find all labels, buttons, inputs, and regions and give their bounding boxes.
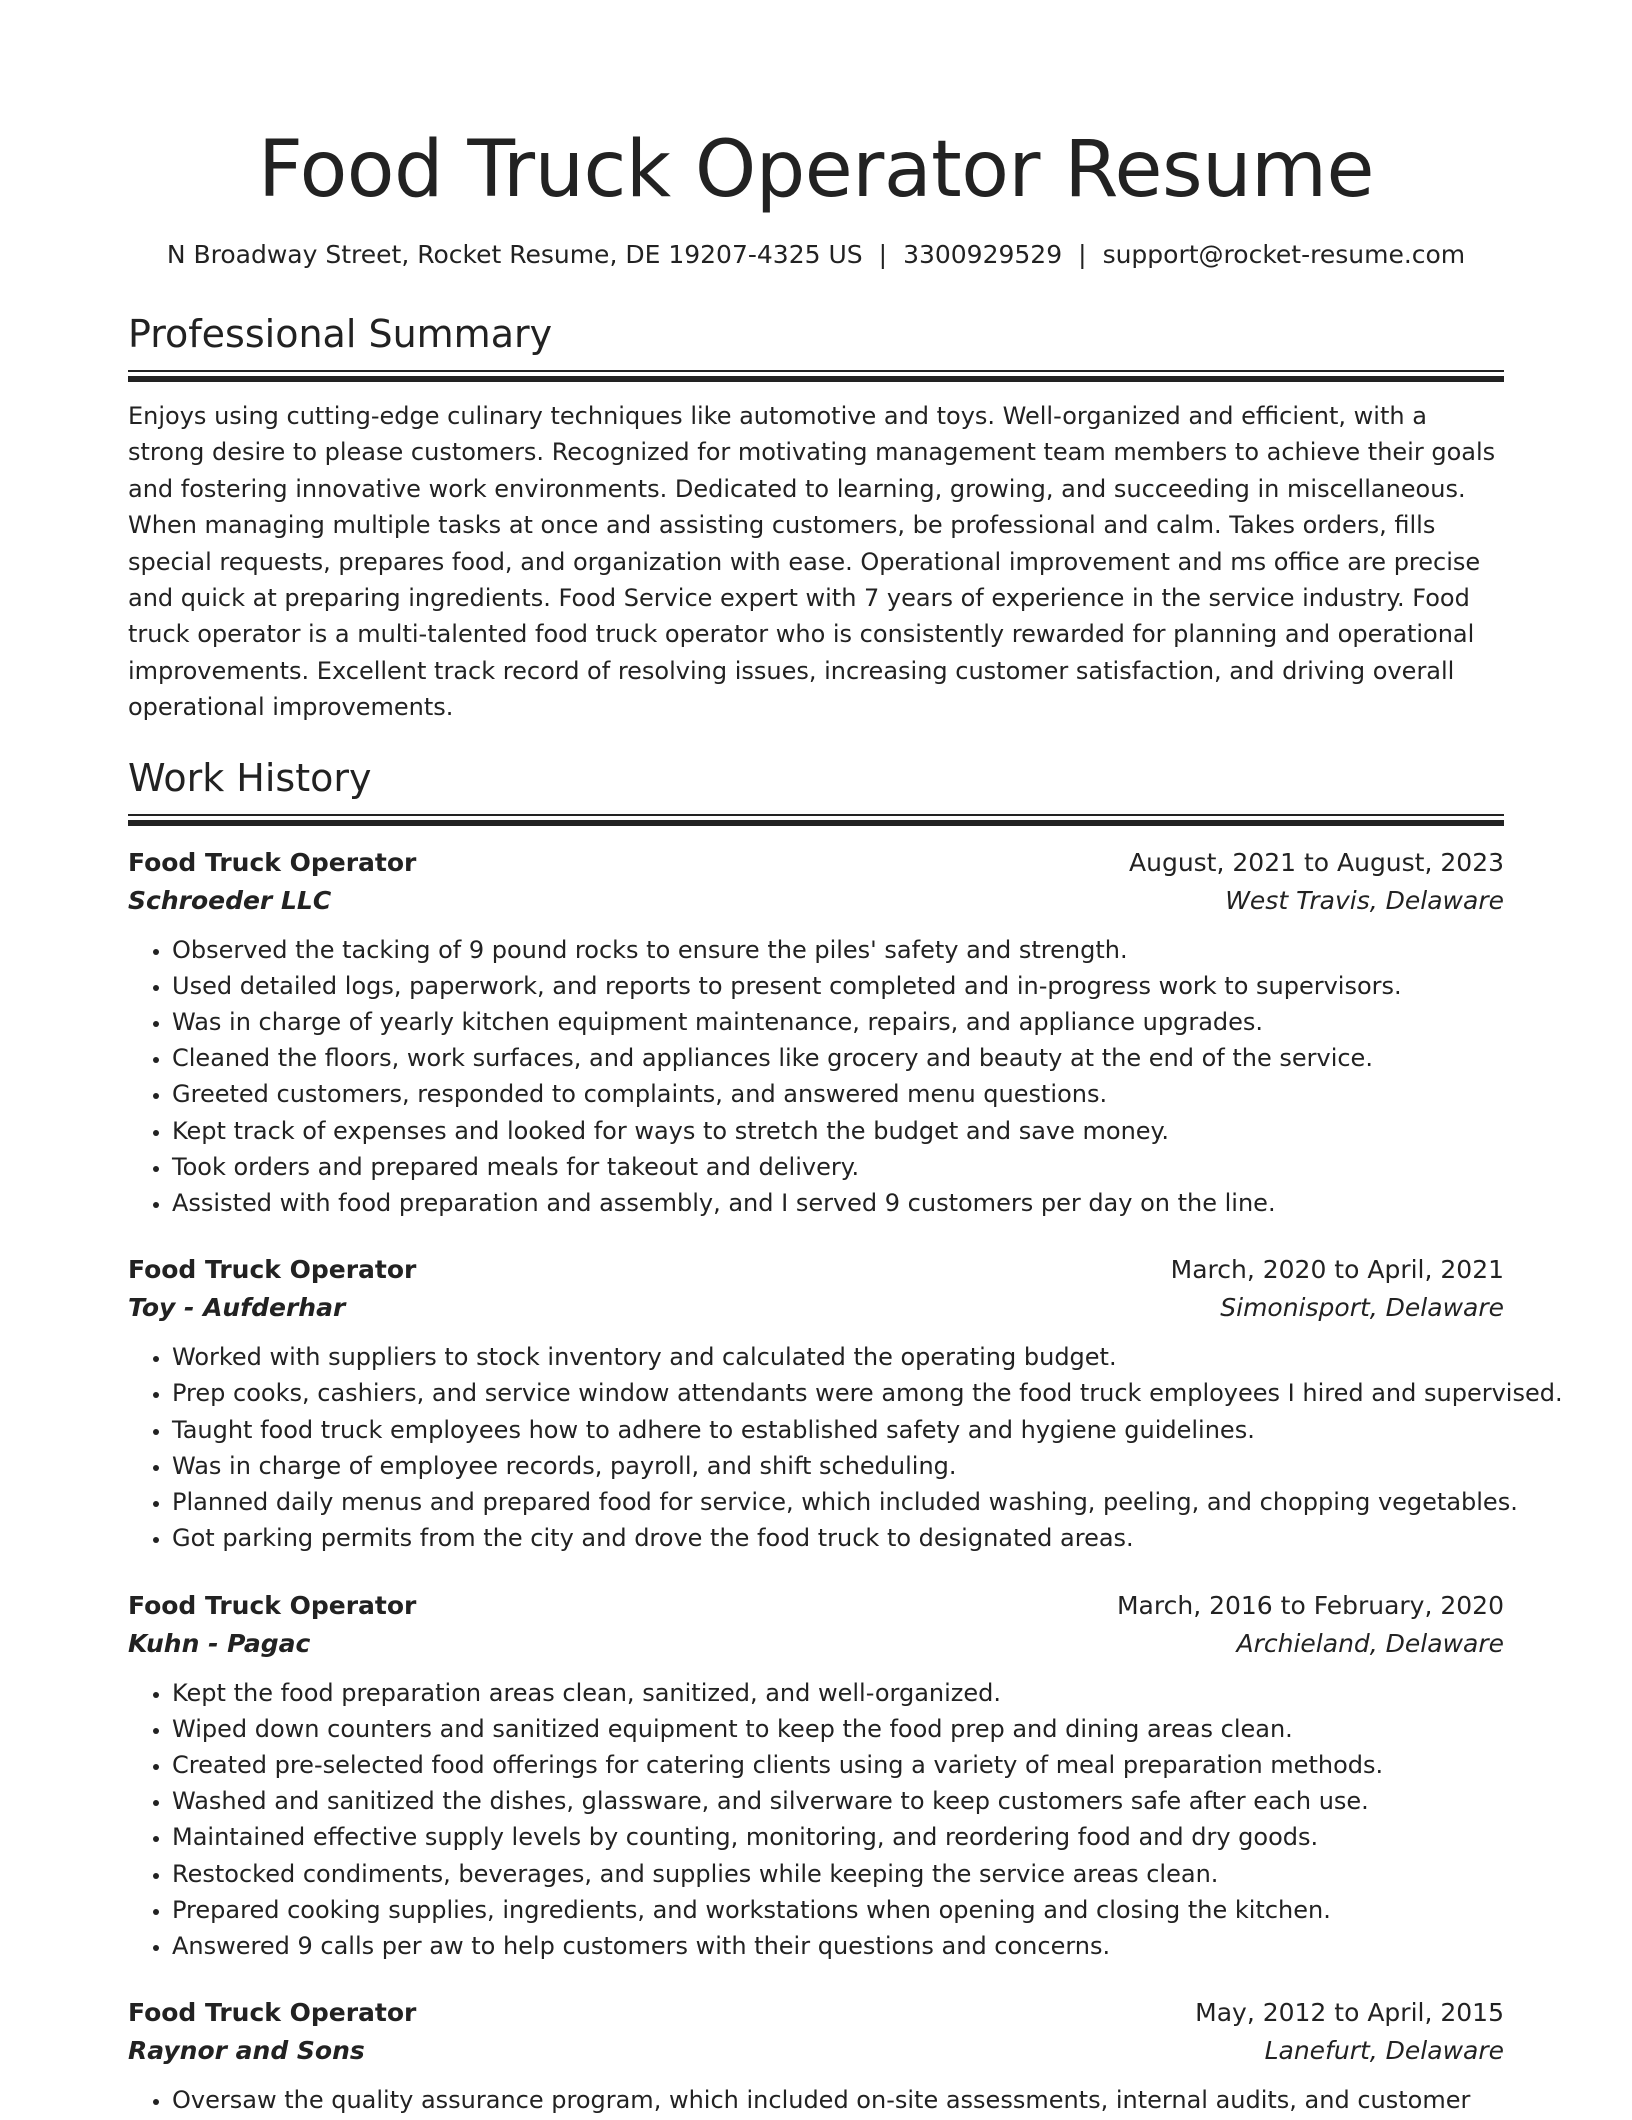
job-bullet: • Greeted customers, responded to complaints, and answered menu questions. xyxy=(172,1076,1504,1112)
job-bullet: • Kept the food preparation areas clean, sanitized, and well-organized. xyxy=(172,1675,1504,1711)
job-location: Lanefurt, Delaware xyxy=(1264,2036,1504,2066)
job-company-row xyxy=(128,2032,1504,2070)
work-history-heading: Work History xyxy=(128,755,372,800)
job-dates: March, 2020 to April, 2021 xyxy=(1170,1255,1504,1285)
job-entry xyxy=(128,1994,1504,2118)
job-bullet: • Cleaned the floors, work surfaces, and appliances like grocery and beauty at the end of the service. xyxy=(172,1040,1504,1076)
job-bullets xyxy=(128,2082,1504,2118)
job-title-row xyxy=(128,1251,1504,1289)
job-title: Food Truck Operator xyxy=(128,847,417,877)
job-bullet: • Used detailed logs, paperwork, and reports to present completed and in-progress work to supervisors. xyxy=(172,968,1504,1004)
job-bullet: • Worked with suppliers to stock inventory and calculated the operating budget. xyxy=(172,1339,1504,1375)
job-title-row xyxy=(128,1994,1504,2032)
address-text: N Broadway Street, Rocket Resume, DE 19207-4325 US xyxy=(166,240,863,269)
phone-text: 3300929529 xyxy=(903,240,1063,269)
summary-text: Enjoys using cutting-edge culinary techniques like automotive and toys. Well-organized and efficient, with a strong desire to please customers. Recognized for motivating management team members to achieve their goals and fostering innovative work environments. Dedicated to learning, growing, and succeeding in miscellaneous. When managing multiple tasks at once and assisting customers, be professional and calm. Takes orders, fills special requests, prepares food, and organization with ease. Operational improvement and ms office are precise and quick at preparing ingredients. Food Service expert with 7 years of experience in the service industry. Food truck operator is a multi-talented food truck operator who is consistently rewarded for planning and operational improvements. Excellent track record of resolving issues, increasing customer satisfaction, and driving overall operational improvements. xyxy=(128,402,1496,722)
contact-separator: | xyxy=(878,240,888,269)
job-bullet: • Got parking permits from the city and drove the food truck to designated areas. xyxy=(172,1520,1504,1556)
section-divider xyxy=(128,370,1504,382)
job-company-row xyxy=(128,1289,1504,1327)
resume-title: Food Truck Operator Resume xyxy=(257,125,1375,215)
job-company: Kuhn - Pagac xyxy=(128,1628,311,1658)
job-bullet: • Washed and sanitized the dishes, glassware, and silverware to keep customers safe after each use. xyxy=(172,1783,1504,1819)
job-bullet: • Answered 9 calls per aw to help customers with their questions and concerns. xyxy=(172,1928,1504,1964)
contact-line xyxy=(128,238,1504,272)
job-bullets xyxy=(128,932,1504,1222)
job-location: West Travis, Delaware xyxy=(1225,885,1504,915)
job-bullet: • Kept track of expenses and looked for ways to stretch the budget and save money. xyxy=(172,1113,1504,1149)
job-bullet: • Restocked condiments, beverages, and supplies while keeping the service areas clean. xyxy=(172,1856,1504,1892)
job-company: Schroeder LLC xyxy=(128,885,332,915)
job-bullet: • Taught food truck employees how to adhere to established safety and hygiene guidelines. xyxy=(172,1412,1504,1448)
summary-heading: Professional Summary xyxy=(128,312,553,356)
contact-separator: | xyxy=(1078,240,1087,269)
job-title: Food Truck Operator xyxy=(128,1590,417,1620)
job-location: Simonisport, Delaware xyxy=(1220,1293,1504,1323)
job-bullets xyxy=(128,1339,1563,1556)
job-title: Food Truck Operator xyxy=(128,1998,417,2028)
job-bullet: • Wiped down counters and sanitized equipment to keep the food prep and dining areas clean. xyxy=(172,1711,1504,1747)
job-company-row xyxy=(128,882,1504,920)
job-title-row xyxy=(128,1587,1504,1625)
job-company: Toy - Aufderhar xyxy=(128,1293,346,1323)
job-bullet: • Oversaw the quality assurance program, which included on-site assessments, internal audits, and customer xyxy=(172,2082,1504,2118)
job-bullet: • Assisted with food preparation and assembly, and I served 9 customers per day on the line. xyxy=(172,1185,1504,1221)
job-dates: August, 2021 to August, 2023 xyxy=(1129,847,1504,877)
job-dates: March, 2016 to February, 2020 xyxy=(1116,1590,1504,1620)
job-bullet: • Planned daily menus and prepared food for service, which included washing, peeling, and chopping vegetables. xyxy=(172,1484,1504,1520)
email-link[interactable]: support@rocket-resume.com xyxy=(1102,240,1466,269)
job-location: Archieland, Delaware xyxy=(1236,1628,1504,1658)
job-company: Raynor and Sons xyxy=(128,2036,365,2066)
job-bullet: • Took orders and prepared meals for takeout and delivery. xyxy=(172,1149,1504,1185)
job-bullet: • Was in charge of yearly kitchen equipment maintenance, repairs, and appliance upgrades. xyxy=(172,1004,1504,1040)
job-dates: May, 2012 to April, 2015 xyxy=(1195,1998,1504,2028)
job-bullet: • Prep cooks, cashiers, and service window attendants were among the food truck employees I hired and supervised. xyxy=(172,1375,1504,1411)
job-bullet: • Observed the tacking of 9 pound rocks to ensure the piles' safety and strength. xyxy=(172,932,1504,968)
job-company-row xyxy=(128,1625,1504,1663)
job-title-row xyxy=(128,844,1504,882)
job-entry xyxy=(128,1251,1563,1556)
job-entry xyxy=(128,844,1504,1222)
job-title: Food Truck Operator xyxy=(128,1255,417,1285)
job-bullets xyxy=(128,1675,1504,1965)
work-history-list xyxy=(128,844,1563,2119)
job-bullet: • Created pre-selected food offerings for catering clients using a variety of meal preparation methods. xyxy=(172,1747,1504,1783)
job-bullet: • Maintained effective supply levels by counting, monitoring, and reordering food and dry goods. xyxy=(172,1819,1504,1855)
job-entry xyxy=(128,1587,1504,1965)
section-divider xyxy=(128,814,1504,826)
job-bullet: • Was in charge of employee records, payroll, and shift scheduling. xyxy=(172,1448,1504,1484)
resume-page xyxy=(128,0,1563,2118)
job-bullet: • Prepared cooking supplies, ingredients, and workstations when opening and closing the kitchen. xyxy=(172,1892,1504,1928)
